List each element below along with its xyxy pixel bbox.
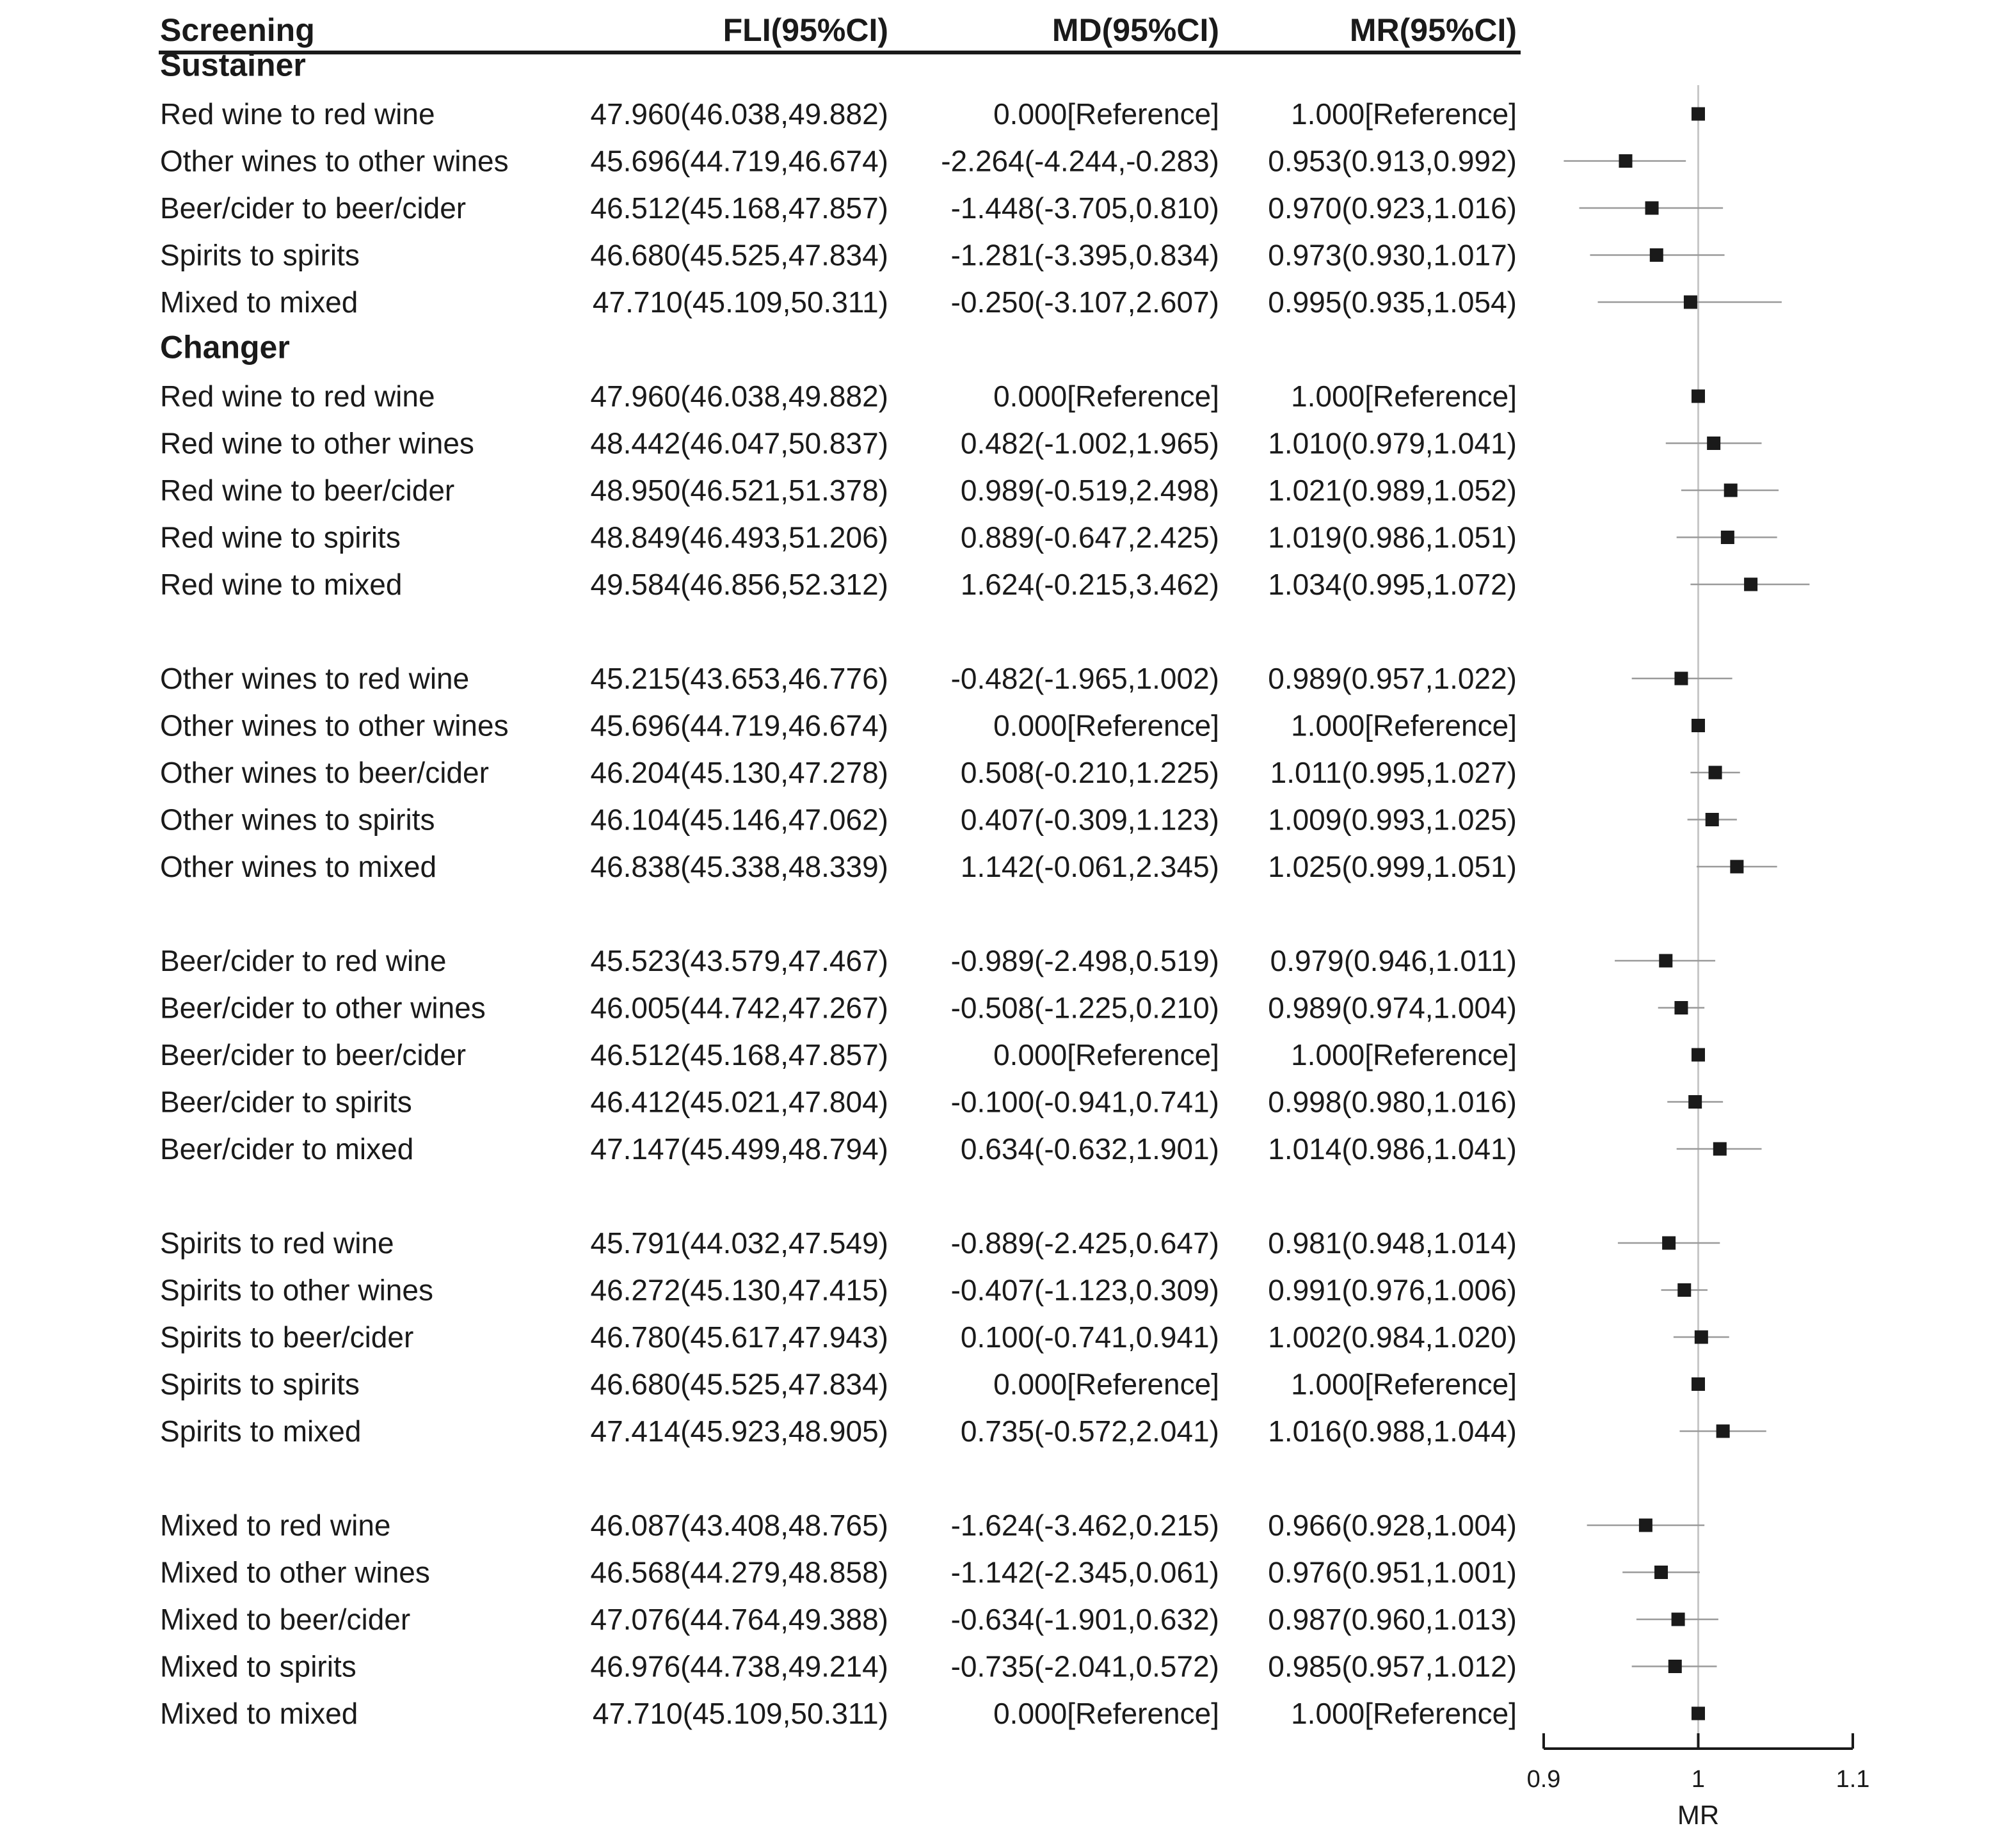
row-label: Spirits to red wine xyxy=(160,1226,394,1260)
md-value: -0.634(-1.901,0.632) xyxy=(950,1603,1219,1636)
mr-value: 1.000[Reference] xyxy=(1291,1367,1517,1401)
md-value: 0.989(-0.519,2.498) xyxy=(960,474,1219,507)
estimate-marker xyxy=(1707,437,1720,450)
fli-value: 48.442(46.047,50.837) xyxy=(590,426,888,460)
fli-value: 45.791(44.032,47.549) xyxy=(590,1226,888,1260)
md-value: 0.407(-0.309,1.123) xyxy=(960,803,1219,837)
row-label: Mixed to mixed xyxy=(160,285,358,319)
fli-value: 47.147(45.499,48.794) xyxy=(590,1132,888,1166)
group-heading: Sustainer xyxy=(160,47,306,83)
row-label: Beer/cider to beer/cider xyxy=(160,1038,467,1071)
row-label: Mixed to beer/cider xyxy=(160,1603,411,1636)
fli-value: 46.087(43.408,48.765) xyxy=(590,1509,888,1542)
estimate-marker xyxy=(1716,1425,1730,1438)
md-value: -0.100(-0.941,0.741) xyxy=(950,1085,1219,1119)
table-row xyxy=(160,1274,1517,1307)
fli-value: 46.412(45.021,47.804) xyxy=(590,1085,888,1119)
md-value: -0.735(-2.041,0.572) xyxy=(950,1649,1219,1683)
md-value: 0.000[Reference] xyxy=(993,97,1219,131)
estimate-marker xyxy=(1692,1377,1705,1391)
estimate-marker xyxy=(1713,1142,1727,1156)
fli-value: 45.696(44.719,46.674) xyxy=(590,144,888,178)
table-row xyxy=(160,191,1517,225)
table-row xyxy=(160,97,1517,131)
table-row xyxy=(160,568,1517,601)
estimate-marker xyxy=(1645,202,1659,215)
table-row xyxy=(160,1415,1517,1448)
row-label: Other wines to red wine xyxy=(160,662,470,695)
estimate-marker xyxy=(1674,672,1688,685)
estimate-marker xyxy=(1674,1001,1688,1014)
row-label: Spirits to spirits xyxy=(160,1367,360,1401)
fli-value: 47.960(46.038,49.882) xyxy=(590,380,888,413)
mr-value: 0.985(0.957,1.012) xyxy=(1268,1649,1517,1683)
estimate-marker xyxy=(1721,531,1734,544)
table-row xyxy=(160,285,1517,319)
mr-value: 0.989(0.957,1.022) xyxy=(1268,662,1517,695)
fli-value: 47.960(46.038,49.882) xyxy=(590,97,888,131)
estimate-marker xyxy=(1692,390,1705,403)
group-heading: Changer xyxy=(160,329,290,365)
estimate-marker xyxy=(1695,1331,1708,1344)
fli-value: 46.838(45.338,48.339) xyxy=(590,850,888,883)
table-row xyxy=(160,1086,1517,1119)
table-body xyxy=(160,47,1517,1731)
table-row xyxy=(160,1038,1517,1071)
table-row xyxy=(160,1132,1517,1166)
md-value: -1.448(-3.705,0.810) xyxy=(950,191,1219,225)
mr-value: 0.989(0.974,1.004) xyxy=(1268,991,1517,1025)
table-header xyxy=(159,12,1521,52)
mr-value: 1.000[Reference] xyxy=(1291,97,1517,131)
table-row xyxy=(160,521,1517,554)
md-value: -1.142(-2.345,0.061) xyxy=(950,1555,1219,1589)
mr-value: 0.973(0.930,1.017) xyxy=(1268,238,1517,272)
row-label: Other wines to mixed xyxy=(160,850,437,883)
row-label: Other wines to other wines xyxy=(160,709,509,742)
fli-value: 48.849(46.493,51.206) xyxy=(590,520,888,554)
md-value: 0.000[Reference] xyxy=(993,1367,1219,1401)
fli-value: 49.584(46.856,52.312) xyxy=(590,568,888,601)
mr-value: 1.019(0.986,1.051) xyxy=(1268,520,1517,554)
row-label: Other wines to beer/cider xyxy=(160,756,489,789)
mr-value: 1.016(0.988,1.044) xyxy=(1268,1415,1517,1448)
row-label: Mixed to spirits xyxy=(160,1649,356,1683)
md-value: -1.281(-3.395,0.834) xyxy=(950,238,1219,272)
mr-value: 0.981(0.948,1.014) xyxy=(1268,1226,1517,1260)
fli-value: 46.780(45.617,47.943) xyxy=(590,1320,888,1354)
estimate-marker xyxy=(1724,484,1738,497)
mr-value: 1.011(0.995,1.027) xyxy=(1270,756,1517,789)
row-label: Other wines to spirits xyxy=(160,803,435,837)
fli-value: 46.204(45.130,47.278) xyxy=(590,756,888,789)
table-row xyxy=(160,380,1517,413)
mr-value: 1.014(0.986,1.041) xyxy=(1268,1132,1517,1166)
estimate-marker xyxy=(1619,154,1632,168)
row-label: Beer/cider to red wine xyxy=(160,944,447,977)
table-row xyxy=(160,756,1517,789)
table-row xyxy=(160,850,1517,883)
x-tick-label: 1.1 xyxy=(1836,1766,1870,1793)
md-value: 0.000[Reference] xyxy=(993,380,1219,413)
mr-value: 0.966(0.928,1.004) xyxy=(1268,1509,1517,1542)
md-value: 1.142(-0.061,2.345) xyxy=(960,850,1219,883)
md-value: -0.889(-2.425,0.647) xyxy=(950,1226,1219,1260)
row-label: Red wine to red wine xyxy=(160,380,435,413)
mr-value: 0.970(0.923,1.016) xyxy=(1268,191,1517,225)
table-row xyxy=(160,1368,1517,1401)
table-row xyxy=(160,427,1517,460)
row-label: Mixed to mixed xyxy=(160,1697,358,1730)
md-value: -0.482(-1.965,1.002) xyxy=(950,662,1219,695)
md-value: 0.735(-0.572,2.041) xyxy=(960,1415,1219,1448)
x-axis-label: MR xyxy=(1677,1800,1720,1830)
md-value: 0.482(-1.002,1.965) xyxy=(960,426,1219,460)
header-mr: MR(95%CI) xyxy=(1349,12,1517,48)
fli-value: 46.512(45.168,47.857) xyxy=(590,191,888,225)
row-label: Red wine to mixed xyxy=(160,568,403,601)
estimate-marker xyxy=(1659,954,1672,968)
fli-value: 46.512(45.168,47.857) xyxy=(590,1038,888,1071)
estimate-marker xyxy=(1692,1048,1705,1062)
estimate-marker xyxy=(1672,1613,1685,1626)
table-row xyxy=(160,239,1517,272)
estimate-marker xyxy=(1654,1566,1668,1579)
mr-value: 1.000[Reference] xyxy=(1291,1038,1517,1071)
fli-value: 45.696(44.719,46.674) xyxy=(590,709,888,742)
row-label: Spirits to mixed xyxy=(160,1415,362,1448)
estimate-marker xyxy=(1650,248,1663,262)
mr-value: 0.998(0.980,1.016) xyxy=(1268,1085,1517,1119)
row-label: Red wine to beer/cider xyxy=(160,474,455,507)
fli-value: 47.710(45.109,50.311) xyxy=(592,1697,888,1730)
md-value: 0.000[Reference] xyxy=(993,709,1219,742)
table-row xyxy=(160,803,1517,837)
row-label: Beer/cider to beer/cider xyxy=(160,191,467,225)
md-value: -0.989(-2.498,0.519) xyxy=(950,944,1219,977)
md-value: 0.000[Reference] xyxy=(993,1038,1219,1071)
header-fli: FLI(95%CI) xyxy=(723,12,888,48)
fli-value: 48.950(46.521,51.378) xyxy=(590,474,888,507)
md-value: -0.407(-1.123,0.309) xyxy=(950,1273,1219,1307)
table-row xyxy=(160,944,1517,977)
mr-value: 1.009(0.993,1.025) xyxy=(1268,803,1517,837)
table-row xyxy=(160,662,1517,695)
row-label: Red wine to spirits xyxy=(160,520,401,554)
fli-value: 45.523(43.579,47.467) xyxy=(590,944,888,977)
row-label: Other wines to other wines xyxy=(160,144,509,178)
fli-value: 47.076(44.764,49.388) xyxy=(590,1603,888,1636)
table-row xyxy=(160,1556,1517,1589)
md-value: 0.000[Reference] xyxy=(993,1697,1219,1730)
estimate-marker xyxy=(1677,1283,1691,1297)
row-label: Red wine to red wine xyxy=(160,97,435,131)
fli-value: 46.680(45.525,47.834) xyxy=(590,238,888,272)
fli-value: 46.680(45.525,47.834) xyxy=(590,1367,888,1401)
md-value: 1.624(-0.215,3.462) xyxy=(960,568,1219,601)
mr-value: 1.010(0.979,1.041) xyxy=(1268,426,1517,460)
mr-value: 1.000[Reference] xyxy=(1291,380,1517,413)
mr-value: 0.979(0.946,1.011) xyxy=(1270,944,1517,977)
mr-value: 1.000[Reference] xyxy=(1291,1697,1517,1730)
table-row xyxy=(160,1603,1517,1636)
mr-value: 0.995(0.935,1.054) xyxy=(1268,285,1517,319)
mr-value: 1.021(0.989,1.052) xyxy=(1268,474,1517,507)
row-label: Spirits to beer/cider xyxy=(160,1320,414,1354)
estimate-marker xyxy=(1692,1707,1705,1720)
table-row xyxy=(160,474,1517,507)
x-tick-label: 1 xyxy=(1691,1766,1706,1793)
table-row xyxy=(160,991,1517,1025)
md-value: 0.100(-0.741,0.941) xyxy=(960,1320,1219,1354)
estimate-marker xyxy=(1692,108,1705,121)
estimate-marker xyxy=(1668,1660,1682,1673)
estimate-marker xyxy=(1730,860,1743,874)
mr-value: 1.025(0.999,1.051) xyxy=(1268,850,1517,883)
row-label: Beer/cider to spirits xyxy=(160,1085,412,1119)
estimate-marker xyxy=(1706,813,1719,826)
table-row xyxy=(160,1226,1517,1260)
row-label: Mixed to red wine xyxy=(160,1509,391,1542)
fli-value: 46.272(45.130,47.415) xyxy=(590,1273,888,1307)
md-value: 0.634(-0.632,1.901) xyxy=(960,1132,1219,1166)
md-value: -1.624(-3.462,0.215) xyxy=(950,1509,1219,1542)
fli-value: 47.414(45.923,48.905) xyxy=(590,1415,888,1448)
estimate-marker xyxy=(1709,766,1722,780)
row-label: Mixed to other wines xyxy=(160,1555,430,1589)
x-tick-label: 0.9 xyxy=(1526,1766,1561,1793)
fli-value: 46.976(44.738,49.214) xyxy=(590,1649,888,1683)
mr-value: 0.953(0.913,0.992) xyxy=(1268,144,1517,178)
mr-value: 1.000[Reference] xyxy=(1291,709,1517,742)
table-row xyxy=(160,1697,1517,1730)
mr-value: 0.991(0.976,1.006) xyxy=(1268,1273,1517,1307)
estimate-marker xyxy=(1684,296,1697,309)
row-label: Beer/cider to mixed xyxy=(160,1132,414,1166)
md-value: -2.264(-4.244,-0.283) xyxy=(941,144,1219,178)
row-label: Red wine to other wines xyxy=(160,426,474,460)
row-label: Spirits to spirits xyxy=(160,238,360,272)
fli-value: 46.005(44.742,47.267) xyxy=(590,991,888,1025)
table-row xyxy=(160,709,1517,742)
estimate-marker xyxy=(1639,1519,1652,1532)
mr-value: 1.002(0.984,1.020) xyxy=(1268,1320,1517,1354)
row-label: Beer/cider to other wines xyxy=(160,991,486,1025)
header-md: MD(95%CI) xyxy=(1052,12,1219,48)
estimate-marker xyxy=(1692,719,1705,732)
forest-panel xyxy=(1527,85,1870,1830)
md-value: 0.508(-0.210,1.225) xyxy=(960,756,1219,789)
mr-value: 0.987(0.960,1.013) xyxy=(1268,1603,1517,1636)
table-row xyxy=(160,1320,1517,1354)
estimate-marker xyxy=(1744,578,1757,591)
row-label: Spirits to other wines xyxy=(160,1273,433,1307)
fli-value: 46.568(44.279,48.858) xyxy=(590,1555,888,1589)
estimate-marker xyxy=(1662,1237,1676,1250)
estimate-marker xyxy=(1688,1095,1702,1109)
fli-value: 45.215(43.653,46.776) xyxy=(590,662,888,695)
md-value: 0.889(-0.647,2.425) xyxy=(960,520,1219,554)
table-row xyxy=(160,1650,1517,1683)
mr-value: 0.976(0.951,1.001) xyxy=(1268,1555,1517,1589)
table-row xyxy=(160,145,1517,178)
md-value: -0.508(-1.225,0.210) xyxy=(950,991,1219,1025)
md-value: -0.250(-3.107,2.607) xyxy=(950,285,1219,319)
mr-value: 1.034(0.995,1.072) xyxy=(1268,568,1517,601)
header-screening: Screening xyxy=(160,12,315,48)
fli-value: 46.104(45.146,47.062) xyxy=(590,803,888,837)
table-row xyxy=(160,1509,1517,1542)
fli-value: 47.710(45.109,50.311) xyxy=(592,285,888,319)
